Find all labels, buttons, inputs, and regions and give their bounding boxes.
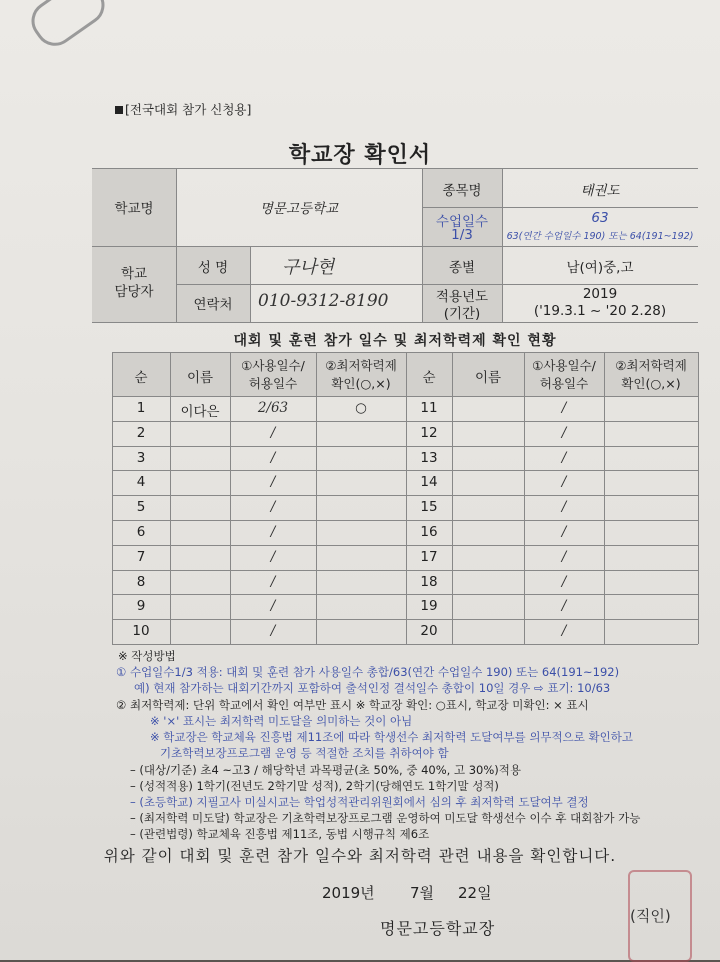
header-seq-right: 순 xyxy=(422,370,436,386)
row-days: / xyxy=(270,449,276,466)
row-min-check: ○ xyxy=(355,400,367,416)
row-days-right: / xyxy=(561,474,567,491)
row-name: 이다은 xyxy=(180,404,220,420)
row-seq: 6 xyxy=(136,524,146,540)
row-seq-right: 13 xyxy=(420,449,438,466)
table-caption: 대회 및 훈련 참가 일수 및 최저학력제 확인 현황 xyxy=(233,333,557,349)
row-divider xyxy=(112,446,698,447)
row-days: / xyxy=(270,598,276,615)
header-seq-left: 순 xyxy=(134,370,148,386)
row-seq-right: 18 xyxy=(420,573,438,590)
school-value: 명문고등학교 xyxy=(259,201,339,217)
note-detail-4: – (최저학력 미도달) 학교장은 기초학력보장프로그램 운영하여 미도달 학생선수 이수 후 대회참가 가능 xyxy=(130,811,641,825)
row-seq: 10 xyxy=(132,623,150,640)
row-divider xyxy=(112,520,698,521)
period-value: ('19.3.1 ~ '20 2.28) xyxy=(533,303,667,319)
school-label: 학교명 xyxy=(114,201,154,217)
event-value: 태권도 xyxy=(580,183,620,199)
note-1-line1: ① 수업일수1/3 적용: 대회 및 훈련 참가 사용일수 총합/63(연간 수업일수 190) 또는 64(191~192) xyxy=(116,665,620,679)
row-days-right: / xyxy=(561,623,567,640)
gender-label: 종별 xyxy=(448,260,476,276)
row-days-right: / xyxy=(561,424,567,441)
class-days-detail: 63(연간 수업일수 190) 또는 64(191~192) xyxy=(506,231,694,242)
row-seq-right: 12 xyxy=(420,424,438,441)
notes-heading: ※ 작성방법 xyxy=(118,649,176,663)
note-detail-3: – (초등학교) 지필고사 미실시교는 학업성적관리위원회에서 심의 후 최저학력 도달여부 결정 xyxy=(130,795,589,809)
note-detail-1: – (대상/기준) 초4 ~고3 / 해당학년 과목평균(초 50%, 중 40%, 고 30%)적용 xyxy=(130,763,521,777)
row-divider xyxy=(112,545,698,546)
row-divider xyxy=(112,594,698,595)
note-2: ② 최저학력제: 단위 학교에서 확인 여부만 표시 ※ 학교장 확인: ○표시, 학교장 미확인: × 표시 xyxy=(116,698,589,712)
row-seq-right: 11 xyxy=(420,400,438,416)
row-days-right: / xyxy=(561,548,567,565)
row-seq: 2 xyxy=(136,424,146,441)
row-days-right: / xyxy=(561,449,567,466)
row-divider xyxy=(112,421,698,422)
row-days: / xyxy=(270,474,276,491)
row-days: / xyxy=(270,573,276,590)
header-min-line1-right: ②최저학력제 xyxy=(615,358,687,373)
header-min-line2-right: 확인(○,×) xyxy=(621,376,681,391)
document-title: 학교장 확인서 xyxy=(288,143,432,168)
row-seq-right: 17 xyxy=(420,548,438,565)
header-days-line1-left: ①사용일수/ xyxy=(241,358,305,373)
note-detail-2: – (성적적용) 1학기(전년도 2학기말 성적), 2학기(당해연도 1학기말 성적) xyxy=(130,779,499,793)
row-days: / xyxy=(270,623,276,640)
header-days-line2-right: 허용일수 xyxy=(539,376,589,391)
year-label: 적용년도 xyxy=(435,289,489,305)
row-days-right: / xyxy=(561,598,567,615)
row-days-right: / xyxy=(561,499,567,516)
header-days-line1-right: ①사용일수/ xyxy=(532,358,596,373)
row-seq: 1 xyxy=(136,400,146,416)
seal-label: (직인) xyxy=(630,907,671,925)
document-type-label: [전국대회 참가 신청용] xyxy=(115,100,251,118)
confirmation-statement: 위와 같이 대회 및 훈련 참가 일수와 최저학력 관련 내용을 확인합니다. xyxy=(103,847,617,865)
note-detail-5: – (관련법령) 학교체육 진흥법 제11조, 동법 시행규칙 제6조 xyxy=(130,827,430,841)
row-seq: 5 xyxy=(136,499,146,516)
name-label: 성 명 xyxy=(197,260,229,276)
note-2a: ※ '×' 표시는 최저학력 미도달을 의미하는 것이 아님 xyxy=(150,714,413,728)
header-min-line1-left: ②최저학력제 xyxy=(325,358,397,373)
date-year: 2019년 xyxy=(322,884,375,902)
row-seq: 3 xyxy=(136,449,146,466)
row-seq-right: 20 xyxy=(420,623,438,640)
row-days: / xyxy=(270,424,276,441)
row-days: / xyxy=(270,524,276,540)
note-2b: ※ 학교장은 학교체육 진흥법 제11조에 따라 학생선수 최저학력 도달여부를 의무적으로 확인하고 xyxy=(150,730,633,744)
row-seq: 9 xyxy=(136,598,146,615)
row-divider xyxy=(112,470,698,471)
row-seq-right: 14 xyxy=(420,474,438,491)
date-month: 7월 xyxy=(410,884,435,902)
row-days-right: / xyxy=(561,573,567,590)
date-day: 22일 xyxy=(458,884,492,902)
row-seq-right: 15 xyxy=(420,499,438,516)
name-value: 구나현 xyxy=(282,257,335,278)
event-label: 종목명 xyxy=(442,183,482,199)
row-days: / xyxy=(270,548,276,565)
row-days-right: / xyxy=(561,524,567,540)
header-days-line2-left: 허용일수 xyxy=(248,376,298,391)
header-min-line2-left: 확인(○,×) xyxy=(331,376,391,391)
row-seq-right: 19 xyxy=(420,598,438,615)
row-divider xyxy=(112,619,698,620)
note-1-line2: 예) 현재 참가하는 대회기간까지 포함하여 출석인정 결석일수 총합이 10일 경우 ⇨ 표기: 10/63 xyxy=(134,681,611,695)
row-days: 2/63 xyxy=(257,400,289,416)
note-2c: 기초학력보장프로그램 운영 등 적절한 조치를 취하여야 함 xyxy=(160,746,449,760)
contact-label: 연락처 xyxy=(193,297,233,313)
paper-clip xyxy=(24,0,113,54)
period-label: (기간) xyxy=(443,306,481,322)
class-days-value: 63 xyxy=(591,210,609,226)
principal-signature: 명문고등학교장 xyxy=(380,919,496,938)
row-seq: 4 xyxy=(136,474,146,491)
row-seq: 8 xyxy=(136,573,146,590)
contact-value: 010-9312-8190 xyxy=(258,291,389,311)
row-days: / xyxy=(270,499,276,516)
year-value: 2019 xyxy=(582,286,618,302)
row-seq-right: 16 xyxy=(420,524,438,540)
row-divider xyxy=(112,570,698,571)
gender-value: 남(여)중,고 xyxy=(566,260,634,276)
manager-label-line1: 학교 xyxy=(120,266,148,282)
header-name-left: 이름 xyxy=(186,370,214,386)
header-name-right: 이름 xyxy=(474,370,502,386)
row-days-right: / xyxy=(561,400,567,416)
row-divider xyxy=(112,495,698,496)
row-seq: 7 xyxy=(136,548,146,565)
class-days-ratio: 1/3 xyxy=(451,227,473,243)
manager-label-line2: 담당자 xyxy=(114,284,154,300)
class-days-label: 수업일수 xyxy=(435,214,489,230)
